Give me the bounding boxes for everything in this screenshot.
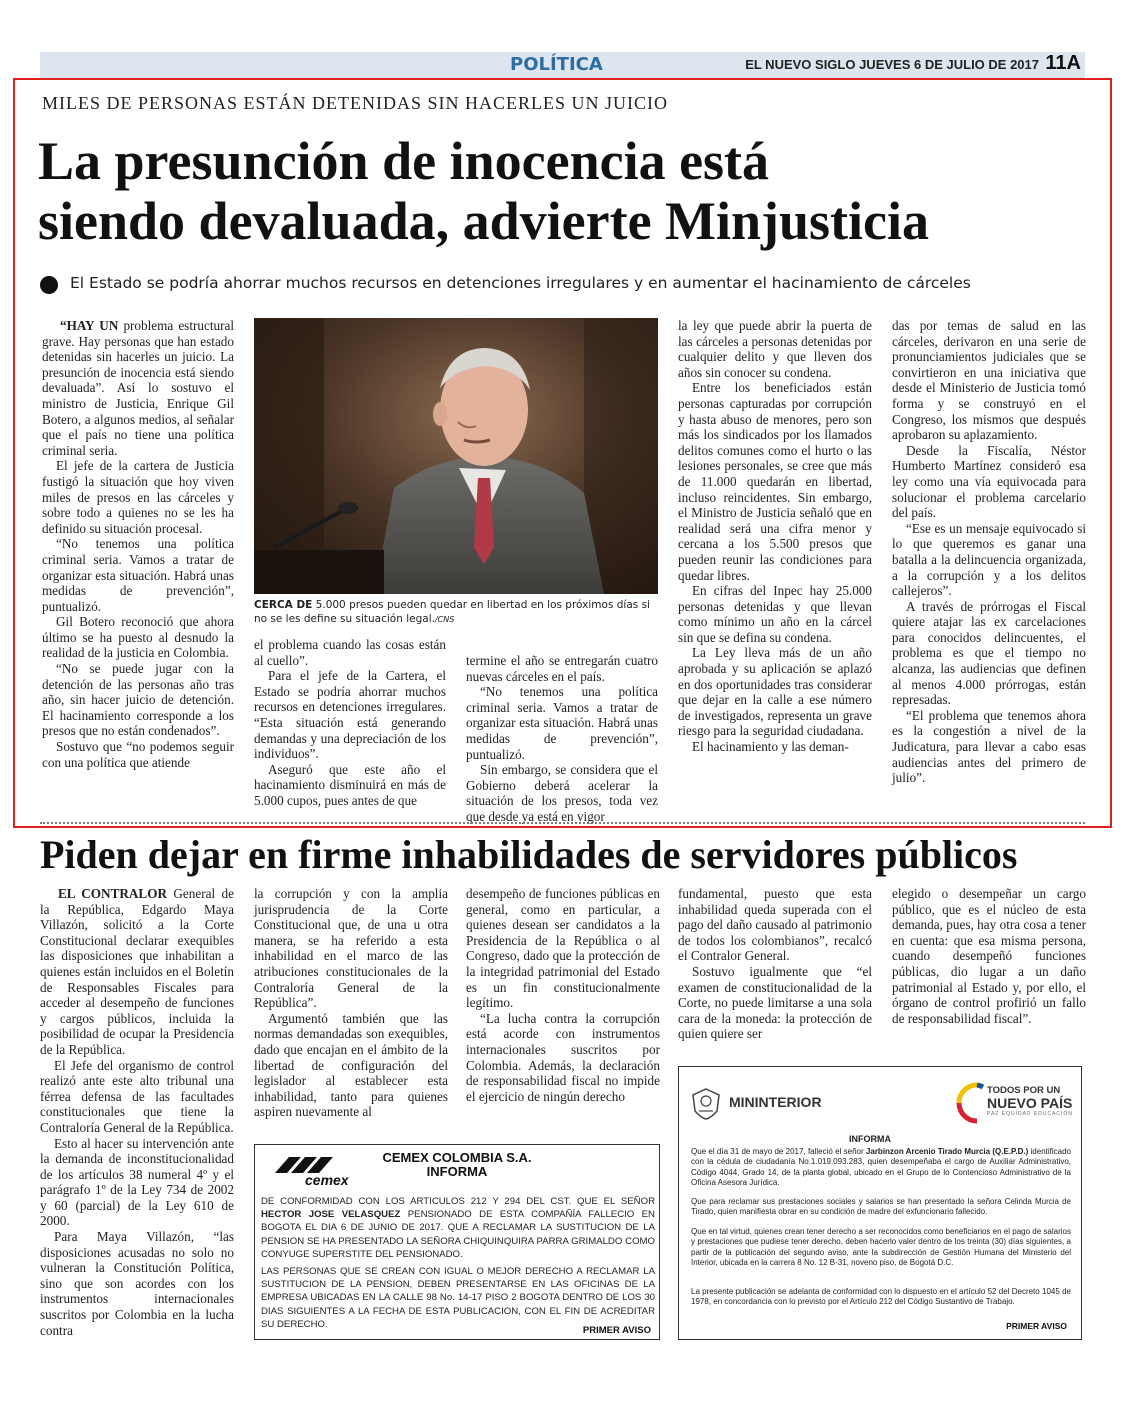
paragraph bbox=[40, 1136, 234, 1230]
paragraph bbox=[42, 614, 234, 661]
paragraph-text: desempeño de funciones públicas en general, como en particular, a quienes desean ser candidatos a la Presidencia de la República o al Congreso, dado que la protección de la integridad patrimonial del Estado es un fin constitucionalmente legítimo. bbox=[466, 886, 660, 1011]
paragraph-text: Sostuvo igualmente que “el examen de constitucionalidad de la Corte, no puede limitarse a una sola cara de la moneda: la protección de quien quiere ser bbox=[678, 963, 872, 1042]
article2-headline: Piden dejar en firme inhabilidades de servidores públicos bbox=[40, 832, 1018, 877]
article1-column-5 bbox=[892, 318, 1086, 786]
paragraph-text: A través de prórrogas el Fiscal quiere atajar las ex carcelaciones para conocidos delincuentes, el problema es que el tiempo no alcanza, las audiencias que definen al menos 4.000 prórrogas, están represadas. bbox=[892, 598, 1086, 708]
paragraph bbox=[678, 886, 872, 964]
deceased-name: Jarbinzon Arcenio Tirado Murcia (Q.E.P.D.) bbox=[865, 1147, 1029, 1156]
paragraph-text: Sostuvo que “no podemos seguir con una política que atiende bbox=[42, 739, 234, 770]
paragraph bbox=[254, 668, 446, 762]
svg-text:cemex: cemex bbox=[305, 1172, 349, 1187]
paragraph-text: la ley que puede abrir la puerta de las cárceles a personas detenidas por cualquier delito y que lleven dos años sin conocer su condena. bbox=[678, 318, 872, 380]
paragraph bbox=[466, 886, 660, 1011]
paragraph bbox=[892, 521, 1086, 599]
cemex-aviso: PRIMER AVISO bbox=[582, 1325, 651, 1336]
paragraph bbox=[254, 1011, 448, 1120]
lead-in: “HAY UN bbox=[60, 318, 119, 333]
lead-in: EL CONTRALOR bbox=[58, 886, 167, 901]
paragraph bbox=[466, 762, 658, 824]
mininterior-informa: INFORMA bbox=[849, 1134, 891, 1144]
article-headline bbox=[38, 131, 1098, 251]
paragraph-text: das por temas de salud en las cárceles, derivaron en una serie de pronunciamientos judiciales que se convirtieron en una iniciativa que desde el Ministerio de Justicia tomó forma y se construyó en el Congreso, los mismos que después aprobaron su aplazamiento. bbox=[892, 318, 1086, 443]
photo-caption bbox=[254, 598, 658, 627]
article2-column-3 bbox=[466, 886, 660, 1104]
paragraph-text: El jefe de la cartera de Justicia fustigó la situación que hoy viven miles de presos en las cárceles y sobre todo a quienes no se les ha definido su situación procesal. bbox=[42, 458, 234, 536]
cemex-paragraph-2: LAS PERSONAS QUE SE CREAN CON IGUAL O MEJOR DERECHO A RECLAMAR LA SUSTITUCION DE LA PENSION, DEBEN PRESENTARSE EN LAS OFICINAS DE LA EMPRESA UBICADAS EN LA CALLE 98 No. 14-17 PISO 2 BOGOTA DENTRO DE LOS 30 DIAS SIGUIENTES A LA FECHA DE ESTA PUBLICACION, CON EL FIN DE ACREDITAR SU DERECHO. bbox=[261, 1266, 655, 1330]
paragraph-text: la corrupción y con la amplia jurisprudencia de la Corte Constitucional que, de una u otra manera, se ha referido a esta inhabilidad en el marco de las atribuciones constitucionales de la Contraloría General de la República”. bbox=[254, 886, 448, 1011]
mininterior-paragraph-3: Que en tal virtud, quienes crean tener derecho a ser reconocidos como beneficiarios en el pago de salarios y prestaciones que pudiese tener derecho, deben hacerlo valer dentro de los treinta (30) días siguientes, a partir de la publicación del segundo aviso, ante la subdirección de Gestión Humana del Ministerio del Interior, ubicada en la carrera 8 No. 12 B-31, noveno piso, de Bogotá D.C. bbox=[691, 1227, 1071, 1268]
caption-body: 5.000 presos pueden quedar en libertad en los próximos días si no se les define su situación legal. bbox=[254, 599, 650, 625]
paragraph bbox=[40, 1058, 234, 1136]
section-label: POLÍTICA bbox=[510, 54, 603, 75]
paragraph bbox=[678, 318, 872, 380]
paragraph bbox=[42, 739, 234, 770]
paragraph-text: “No se puede jugar con la detención de las personas año tras año, sin hacer juicio de detención. El hacinamiento corresponde a los presos que no están condenados”. bbox=[42, 661, 234, 739]
paragraph bbox=[40, 1229, 234, 1338]
paragraph-text: problema estructural grave. Hay personas que han estado detenidas sin hacerles un juicio. La presunción de inocencia está siendo devaluada”. Así lo sostuvo el ministro de Justicia, Enrique Gil Botero, a algunos medios, al señalar que el país no tiene una política criminal seria. bbox=[42, 318, 234, 458]
headline-line-1: La presunción de inocencia está bbox=[38, 131, 770, 191]
mininterior-name: MININTERIOR bbox=[729, 1094, 822, 1110]
paragraph bbox=[466, 653, 658, 684]
paragraph bbox=[40, 886, 234, 1058]
cemex-paragraph-1 bbox=[261, 1195, 655, 1261]
paragraph-text: Desde la Fiscalía, Néstor Humberto Martínez consideró esa ley como una vía equivocada para solucionar el problema carcelario del país. bbox=[892, 442, 1086, 521]
paragraph-text: “La lucha contra la corrupción está acorde con instrumentos internacionales suscritos por Colombia. Además, la declaración de responsabilidad fiscal no impide el ejercicio de ningún derecho bbox=[466, 1010, 660, 1104]
paragraph-text: El hacinamiento y las deman- bbox=[692, 739, 849, 755]
paragraph-text: Entre los beneficiados están personas capturadas por corrupción y hasta abuso de menores, pero son más los sindicados por los llamados delitos comunes como el hurto o las lesiones personales, se cree que más de 11.000 quedarán en libertad, incluso reincidentes. Sin embargo, el Ministro de Justicia señaló que en realidad será una cifra menor y cercana a los 5.500 presos que pueden reunir las condiciones para quedar libres. bbox=[678, 380, 872, 583]
article2-column-2 bbox=[254, 886, 448, 1120]
dateline: EL NUEVO SIGLO JUEVES 6 DE JULIO DE 2017 bbox=[745, 57, 1039, 72]
paragraph-text: fundamental, puesto que esta inhabilidad queda superada con el pago del daño causado al patrimonio de todos los colombianos”, recalcó el Contralor General. bbox=[678, 886, 872, 964]
paragraph bbox=[892, 886, 1086, 1026]
paragraph-text: Argumentó también que las normas demandadas son exequibles, dado que encajan en el ámbito de la libertad de configuración del legislador al establecer esta inhabilidad, tanto para quienes aspiren nuevamente al bbox=[254, 1010, 448, 1120]
caption-lead: CERCA DE bbox=[254, 599, 313, 611]
article-kicker: MILES DE PERSONAS ESTÁN DETENIDAS SIN HACERLES UN JUICIO bbox=[42, 93, 669, 113]
article1-column-1 bbox=[42, 318, 234, 770]
paragraph bbox=[892, 708, 1086, 786]
paragraph-text: “No tenemos una política criminal seria. Vamos a tratar de organizar esta situación. Habrá unas medidas de prevención”, puntualizó. bbox=[42, 536, 234, 614]
photo-credit: /CNS bbox=[434, 615, 455, 624]
paragraph bbox=[254, 762, 446, 809]
page-number: 11A bbox=[1045, 52, 1081, 74]
mininterior-aviso: PRIMER AVISO bbox=[1006, 1321, 1067, 1331]
section-divider bbox=[40, 822, 1085, 824]
article2-column-5 bbox=[892, 886, 1086, 1026]
logo-line-2: NUEVO PAÍS bbox=[987, 1095, 1073, 1111]
article-photo bbox=[254, 318, 658, 594]
minister-portrait-image bbox=[254, 318, 658, 594]
paragraph-text: elegido o desempeñar un cargo público, que es el núcleo de esta demanda, pues, hay otra cosa a tener en cuenta: que esa misma persona, cuando desempeñó funciones públicas, dio lugar a un daño patrimonial al Estado y, por ello, el órgano de control profirió un fallo de responsabilidad fiscal”. bbox=[892, 886, 1086, 1026]
paragraph bbox=[42, 536, 234, 614]
mininterior-paragraph-4: La presente publicación se adelanta de conformidad con lo dispuesto en el artículo 52 del Decreto 1045 de 1978, en concordancia con lo previsto por el Artículo 212 del Código Sustantivo de Trabajo. bbox=[691, 1287, 1071, 1307]
article2-column-4 bbox=[678, 886, 872, 1042]
paragraph bbox=[42, 318, 234, 458]
article1-column-2 bbox=[254, 637, 446, 809]
article1-column-3 bbox=[466, 653, 658, 825]
bullet-icon bbox=[40, 276, 58, 294]
paragraph bbox=[42, 661, 234, 739]
paragraph-text: General de la República, Edgardo Maya Villazón, solicitó a la Corte Constitucional declarar exequibles las disposiciones que inhabilitan a quienes están incluidos en el Boletín de Responsables Fiscales para acceder al desempeño de funciones y cargos públicos, incluida la posibilidad de ocupar la Presidencia de la República. bbox=[40, 886, 234, 1057]
paragraph bbox=[42, 458, 234, 536]
paragraph-text: Sin embargo, se considera que el Gobierno deberá acelerar la situación de los presos, toda vez que desde ya está en vigor bbox=[466, 762, 658, 824]
paragraph bbox=[892, 318, 1086, 443]
mininterior-notice bbox=[678, 1066, 1082, 1340]
cemex-title-line-1: CEMEX COLOMBIA S.A. bbox=[382, 1150, 532, 1165]
paragraph bbox=[254, 886, 448, 1011]
cemex-logo-icon bbox=[275, 1153, 375, 1187]
paragraph-text: Esto al hacer su intervención ante la demanda de inconstitucionalidad de los artículos 38 numeral 4º y el parágrafo 1º de la Ley 734 de 2002 y 60 (parcial) de la Ley 610 de 2000. bbox=[40, 1135, 234, 1229]
page-header-bar bbox=[40, 52, 1085, 78]
paragraph-text: “El problema que tenemos ahora es la congestión a nivel de la Judicatura, para llevar a cabo esas audiencias antes del primero de julio”. bbox=[892, 707, 1086, 786]
cemex-title bbox=[377, 1151, 537, 1179]
colombia-seal-icon bbox=[691, 1087, 721, 1121]
cemex-title-line-2: INFORMA bbox=[426, 1164, 488, 1179]
mininterior-text: Que el día 31 de mayo de 2017, falleció el señor bbox=[691, 1147, 866, 1156]
paragraph-text: “No tenemos una política criminal seria. Vamos a tratar de organizar esta situación. Habrá unas medidas de prevención”, puntualizó. bbox=[466, 684, 658, 762]
paragraph-text: el problema cuando las cosas están al cuello”. bbox=[254, 637, 446, 668]
article-subhead: El Estado se podría ahorrar muchos recursos en detenciones irregulares y en aumentar el hacinamiento de cárceles bbox=[70, 274, 971, 292]
cemex-notice bbox=[254, 1144, 660, 1340]
headline-line-2: siendo devaluada, advierte Minjusticia bbox=[38, 191, 930, 251]
paragraph-text: “Ese es un mensaje equivocado si lo que queremos es ganar una batalla a la delincuencia organizada, a la corrupción y a los delitos callejeros”. bbox=[892, 520, 1086, 599]
paragraph bbox=[254, 637, 446, 668]
paragraph-text: La Ley lleva más de un año aprobada y su aplicación se aplazó en dos oportunidades tras considerar que dejar en la calle a ese número de investigados, representa un grave riesgo para la seguridad ciudadana. bbox=[678, 645, 872, 739]
paragraph-text: Para el jefe de la Cartera, el Estado se podría ahorrar muchos recursos en detenciones irregulares. “Esta situación está generando demandas y una depreciación de los individuos”. bbox=[254, 668, 446, 762]
cemex-text: DE CONFORMIDAD CON LOS ARTICULOS 212 Y 294 DEL CST. QUE EL SEÑOR bbox=[261, 1196, 655, 1207]
paragraph bbox=[678, 583, 872, 645]
paragraph-text: Para Maya Villazón, “las disposiciones acusadas no solo no vulneran la Constitución Política, sino que son acordes con los instrumentos internacionales suscritos por Colombia en la lucha contra bbox=[40, 1229, 234, 1338]
article2-column-1 bbox=[40, 886, 234, 1338]
logo-line-1: TODOS POR UN bbox=[987, 1085, 1061, 1096]
paragraph bbox=[678, 645, 872, 739]
paragraph-text: termine el año se entregarán cuatro nuevas cárceles en el país. bbox=[466, 653, 658, 684]
paragraph-text: En cifras del Inpec hay 25.000 personas detenidas y que llevan como mínimo un año en la cárcel sin que se defina su condena. bbox=[678, 583, 872, 645]
paragraph bbox=[892, 599, 1086, 708]
paragraph bbox=[892, 443, 1086, 521]
mininterior-paragraph-2: Que para reclamar sus prestaciones sociales y salarios se han presentado la señora Celinda Murcia de Tirado, quien manifiesta obrar en su condición de madre del exfuncionario fallecido. bbox=[691, 1197, 1071, 1217]
paragraph-text: Aseguró que este año el hacinamiento disminuirá en más de 5.000 cupos, pues antes de que bbox=[254, 761, 446, 808]
paragraph bbox=[678, 739, 872, 755]
mininterior-paragraph-1 bbox=[691, 1147, 1071, 1189]
article1-column-4 bbox=[678, 318, 872, 755]
mininterior-text: identificado con la cédula de ciudadanía No.1.019.093.283, quien desempeñaba el cargo de Auxiliar Administrativo, Código 4044, Grado 14, de la planta global, ubicado en el Grupo de lo Contencioso Administrativo de la Oficina Asesora Jurídica. bbox=[691, 1147, 1071, 1188]
paragraph bbox=[678, 380, 872, 583]
paragraph-text: El Jefe del organismo de control realizó ante este alto tribunal una férrea defensa de las facultades constitucionales que tiene la Contraloría General de la República. bbox=[40, 1057, 234, 1135]
paragraph bbox=[466, 1011, 660, 1105]
pensioner-name: HECTOR JOSE VELASQUEZ bbox=[261, 1209, 401, 1221]
logo-line-3: PAZ EQUIDAD EDUCACIÓN bbox=[987, 1111, 1073, 1117]
paragraph-text: Gil Botero reconoció que ahora último se ha puesto al desnudo la realidad de la justicia en Colombia. bbox=[42, 614, 234, 661]
paragraph bbox=[678, 964, 872, 1042]
paragraph bbox=[466, 684, 658, 762]
cemex-text: PENSIONADO DE ESTA COMPAÑÍA FALLECIO EN BOGOTA EL DIA 6 DE JUNIO DE 2017. QUE A RECLAMAR LA SUSTITUCION DE LA PENSION SE HA PRESENTADO LA SEÑORA CHIQUINQUIRA PARRA GRIMALDO COMO CONYUGE SUPERSTITE DEL PENSIONADO. bbox=[261, 1209, 655, 1260]
